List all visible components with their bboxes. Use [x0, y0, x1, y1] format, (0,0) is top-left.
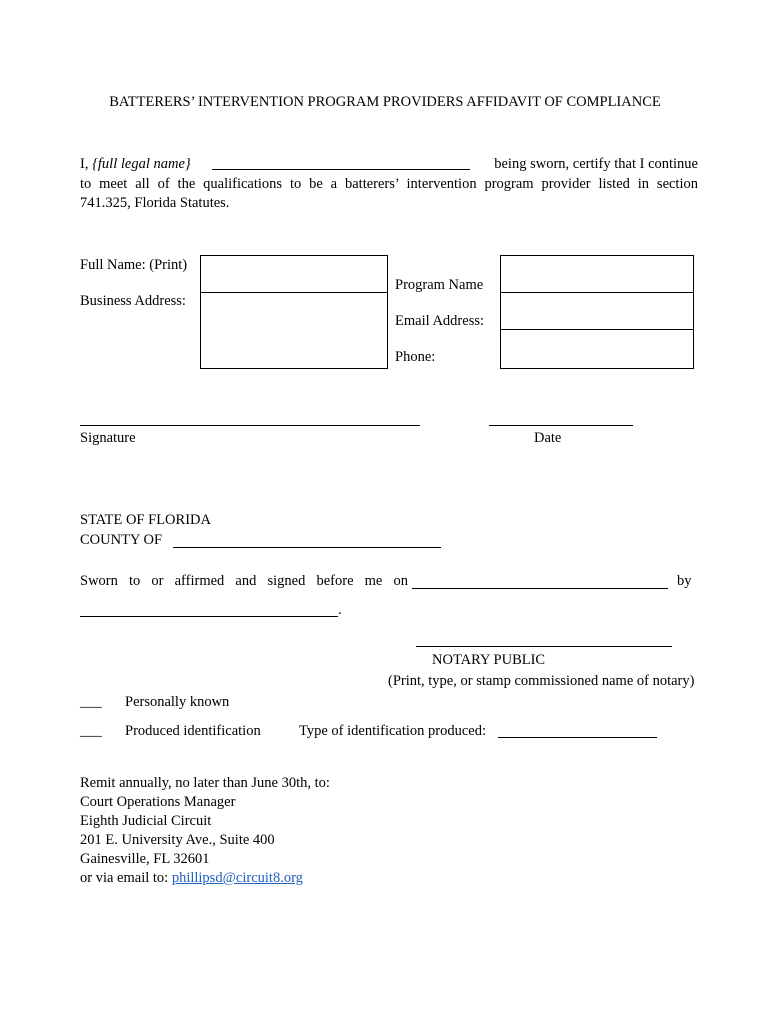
program-name-label: Program Name: [395, 277, 484, 293]
email-address-field[interactable]: [500, 292, 694, 331]
county-line[interactable]: [173, 547, 441, 548]
affirmation-line2: to meet all of the qualifications to be a batterers’ intervention program provider listed in section: [80, 175, 698, 192]
program-name-field[interactable]: [500, 255, 694, 294]
id-type-line[interactable]: [498, 737, 657, 738]
phone-field[interactable]: [500, 329, 694, 369]
sworn-by-period: .: [338, 602, 342, 618]
affirmation-paragraph: [80, 155, 698, 214]
full-name-label: Full Name: (Print): [80, 257, 188, 273]
full-legal-name-line[interactable]: [212, 155, 470, 170]
sworn-text: Sworn to or affirmed and signed before me on: [80, 573, 408, 589]
state-label: STATE OF FLORIDA: [80, 512, 211, 528]
affirmation-prefix: I,: [80, 156, 93, 172]
notary-name-note: (Print, type, or stamp commissioned name of notary): [388, 673, 695, 689]
document-title: BATTERERS’ INTERVENTION PROGRAM PROVIDERS AFFIDAVIT OF COMPLIANCE: [109, 94, 661, 110]
full-name-field[interactable]: [200, 255, 388, 294]
id-type-label: Type of identification produced:: [299, 723, 487, 739]
phone-label: Phone:: [395, 349, 436, 365]
email-address-label: Email Address:: [395, 313, 485, 329]
remit-line-2: Court Operations Manager: [80, 794, 236, 810]
remit-line-3: Eighth Judicial Circuit: [80, 813, 212, 829]
remit-email-line: [80, 870, 303, 887]
signature-label: Signature: [80, 430, 136, 446]
notary-public-label: NOTARY PUBLIC: [432, 652, 546, 668]
personally-known-label: Personally known: [125, 694, 230, 710]
remit-line-1: Remit annually, no later than June 30th, to:: [80, 775, 330, 791]
by-text: by: [677, 573, 692, 589]
date-line[interactable]: [489, 425, 633, 426]
remit-email-prefix: or via email to:: [80, 870, 172, 886]
remit-line-4: 201 E. University Ave., Suite 400: [80, 832, 275, 848]
date-label: Date: [534, 430, 562, 446]
affirmation-line3: 741.325, Florida Statutes.: [80, 195, 230, 211]
personally-known-checkbox[interactable]: ___: [80, 694, 102, 710]
produced-id-checkbox[interactable]: ___: [80, 723, 102, 739]
sworn-by-line[interactable]: [80, 616, 338, 617]
county-label: COUNTY OF: [80, 532, 163, 548]
produced-id-label: Produced identification: [125, 723, 261, 739]
remit-line-5: Gainesville, FL 32601: [80, 851, 210, 867]
signature-line[interactable]: [80, 425, 420, 426]
business-address-label: Business Address:: [80, 293, 186, 309]
notary-signature-line[interactable]: [416, 646, 672, 647]
sworn-date-line[interactable]: [412, 588, 668, 589]
affirmation-line1-suffix: being sworn, certify that I continue: [490, 156, 698, 172]
business-address-field[interactable]: [200, 292, 388, 369]
remit-email-link[interactable]: phillipsd@circuit8.org: [171, 870, 303, 886]
full-legal-name-hint: {full legal name}: [92, 156, 191, 172]
